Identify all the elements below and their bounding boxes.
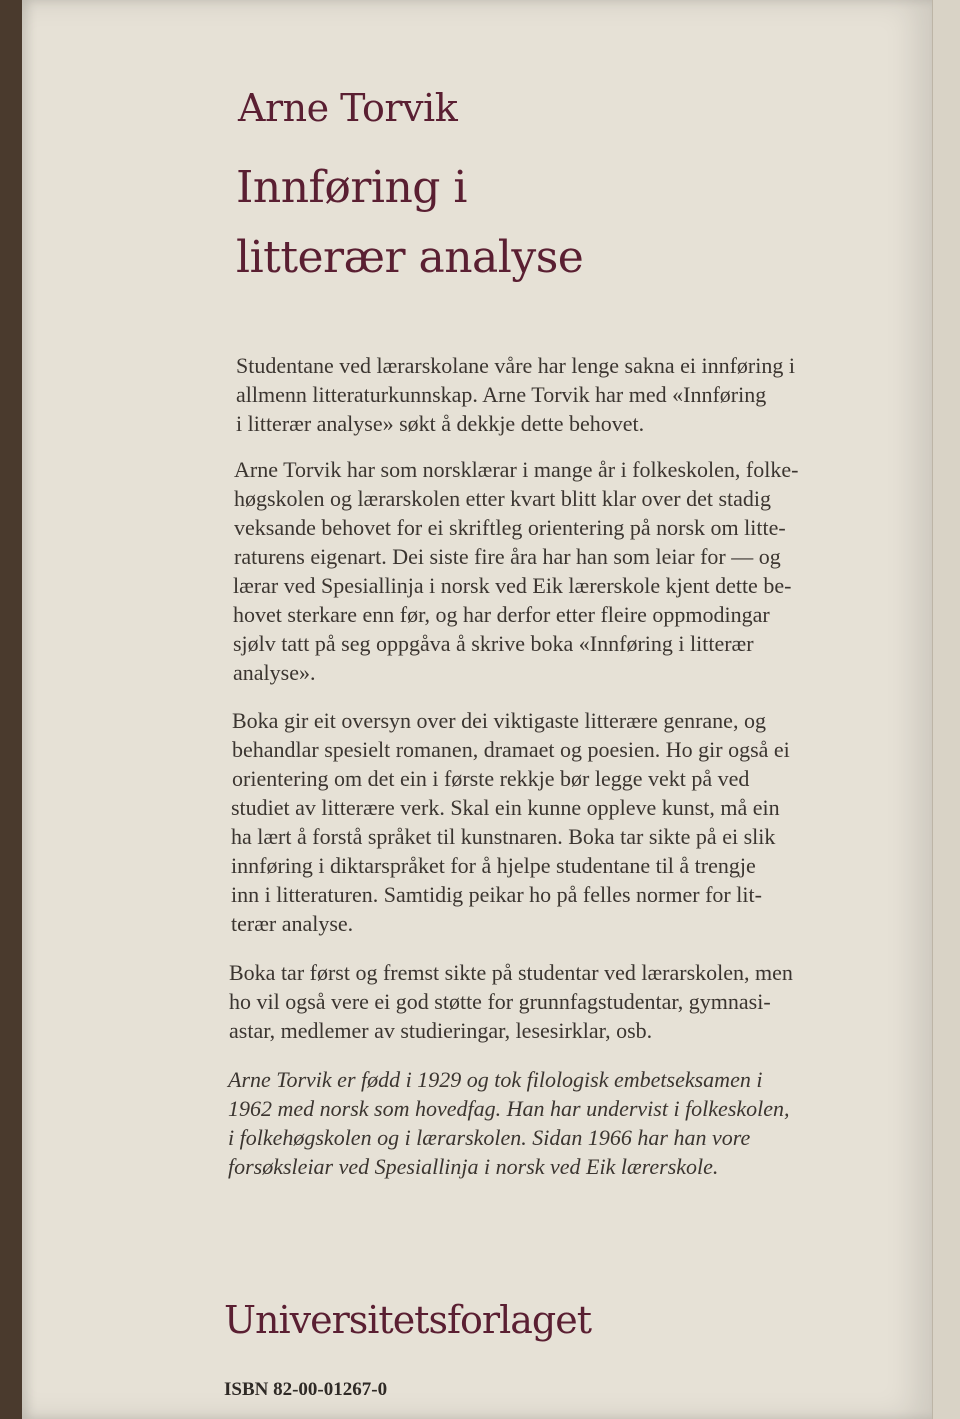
- paragraph-2-line-1: Arne Torvik har som norsklærar i mange år i folkeskolen, folke-: [234, 457, 799, 482]
- publisher-name: Universitetsforlaget: [224, 1298, 591, 1342]
- author-name: Arne Torvik: [238, 86, 458, 130]
- paragraph-4-line-1: Boka tar først og fremst sikte på studentar ved lærarskolen, men: [229, 960, 793, 985]
- paragraph-3-line-8: terær analyse.: [231, 911, 354, 936]
- author-bio-line-4: forsøksleiar ved Spesiallinja i norsk ved Eik lærerskole.: [228, 1154, 719, 1179]
- paragraph-2-line-2: høgskolen og lærarskolen etter kvart blitt klar over det stadig: [234, 486, 772, 511]
- isbn-number: ISBN 82-00-01267-0: [224, 1379, 388, 1400]
- paragraph-3-line-3: orientering om det ein i første rekkje bør legge vekt på ved: [232, 766, 750, 791]
- book-spine-shadow: [0, 0, 22, 1419]
- paragraph-3-line-5: ha lært å forstå språket til kunstnaren. Boka tar sikte på ei slik: [231, 824, 776, 849]
- paragraph-2-line-6: hovet sterkare enn før, og har derfor etter fleire oppmodingar: [233, 602, 770, 627]
- paragraph-2-line-8: analyse».: [233, 660, 316, 685]
- paragraph-1-line-3: i litterær analyse» søkt å dekkje dette behovet.: [236, 411, 645, 436]
- paragraph-3-line-6: innføring i diktarspråket for å hjelpe studentane til å trengje: [231, 853, 756, 878]
- paragraph-2-line-7: sjølv tatt på seg oppgåva å skrive boka «Innføring i litterær: [233, 631, 754, 656]
- paragraph-1-line-1: Studentane ved lærarskolane våre har lenge sakna ei innføring i: [236, 353, 795, 378]
- paragraph-2-line-3: veksande behovet for ei skriftleg orientering på norsk om litte-: [234, 515, 786, 540]
- author-bio-line-3: i folkehøgskolen og i lærarskolen. Sidan 1966 har han vore: [228, 1125, 751, 1150]
- paragraph-4-line-2: ho vil også vere ei god støtte for grunnfagstudentar, gymnasi-: [229, 989, 771, 1014]
- paragraph-1-line-2: allmenn litteraturkunnskap. Arne Torvik har med «Innføring: [236, 382, 767, 407]
- paragraph-3-line-2: behandlar spesielt romanen, dramaet og poesien. Ho gir også ei: [232, 737, 790, 762]
- paragraph-3-line-7: inn i litteraturen. Samtidig peikar ho på felles normer for lit-: [231, 882, 762, 907]
- paragraph-3-line-4: studiet av litterære verk. Skal ein kunne oppleve kunst, må ein: [231, 795, 780, 820]
- paragraph-4-line-3: astar, medlemer av studieringar, lesesirklar, osb.: [229, 1018, 653, 1043]
- paragraph-2-line-5: lærar ved Spesiallinja i norsk ved Eik lærerskole kjent dette be-: [233, 573, 792, 598]
- book-page-edge: [932, 0, 960, 1419]
- book-title-line-2: litterær analyse: [236, 232, 584, 283]
- book-title-line-1: Innføring i: [236, 162, 467, 213]
- author-bio-line-2: 1962 med norsk som hovedfag. Han har undervist i folkeskolen,: [228, 1096, 790, 1121]
- author-bio-line-1: Arne Torvik er fødd i 1929 og tok filologisk embetseksamen i: [228, 1067, 763, 1092]
- paragraph-3-line-1: Boka gir eit oversyn over dei viktigaste litterære genrane, og: [232, 708, 766, 733]
- paragraph-2-line-4: raturens eigenart. Dei siste fire åra har han som leiar for — og: [234, 544, 781, 569]
